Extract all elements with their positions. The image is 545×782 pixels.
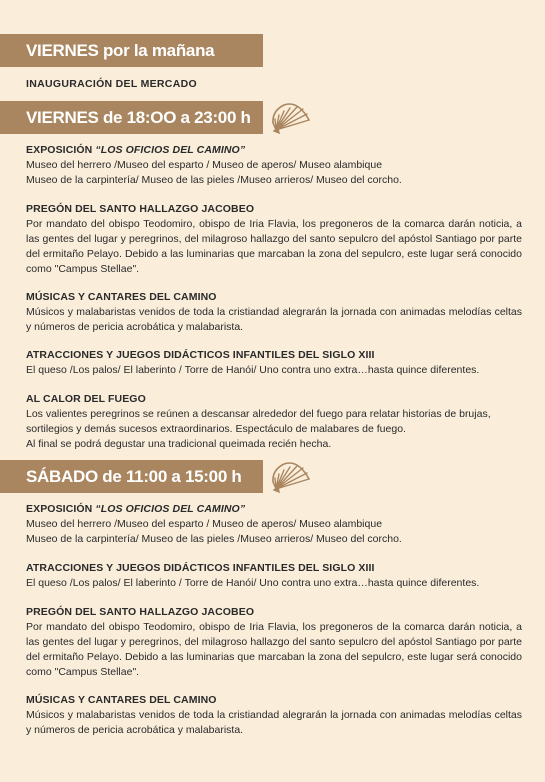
section-pregon-sat (26, 605, 522, 680)
section-title: EXPOSICIÓN “LOS OFICIOS DEL CAMINO” (26, 503, 246, 515)
section-body: El queso /Los palos/ El laberinto / Torre de Hanói/ Uno contra uno extra…hasta quince diferentes. (26, 577, 480, 589)
section-pregon-fri (26, 202, 522, 277)
section-title: EXPOSICIÓN “LOS OFICIOS DEL CAMINO” (26, 144, 246, 156)
section-body: Por mandato del obispo Teodomiro, obispo de Iria Flavia, los pregoneros de la comarca darán noticia, a las gentes del lugar y peregrinos, del milagroso hallazgo del santo sepulcro del apóstol Santiago por parte del ermitaño Pelayo. Debido a las luminarias que marcaban la zona del sepulcro, este lugar será conocido como "Campus Stellae". (26, 218, 522, 275)
section-atracciones-sat (26, 561, 522, 591)
section-title: PREGÓN DEL SANTO HALLAZGO JACOBEO (26, 606, 255, 618)
scallop-shell-icon (270, 97, 312, 135)
section-body: El queso /Los palos/ El laberinto / Torre de Hanói/ Uno contra uno extra…hasta quince diferentes. (26, 364, 480, 376)
section-title: MÚSICAS Y CANTARES DEL CAMINO (26, 291, 217, 303)
friday-morning-subtitle: INAUGURACIÓN DEL MERCADO (26, 78, 197, 90)
section-body: Museo del herrero /Museo del esparto / Museo de aperos/ Museo alambique Museo de la carpintería/ Museo de las pieles /Museo arrieros/ Museo del corcho. (26, 518, 402, 545)
section-musicas-fri (26, 290, 522, 335)
section-fuego-fri (26, 392, 522, 452)
section-exposicion-sat (26, 502, 522, 547)
section-body: Los valientes peregrinos se reúnen a descansar alrededor del fuego para relatar historias de brujas, sortilegios y demás sucesos extraordinarios. Espectáculo de malabares de fuego. Al final se podrá degustar una tradicional queimada recién hecha. (26, 408, 491, 450)
section-title: ATRACCIONES Y JUEGOS DIDÁCTICOS INFANTILES DEL SIGLO XIII (26, 349, 375, 361)
section-title: MÚSICAS Y CANTARES DEL CAMINO (26, 694, 217, 706)
section-body: Músicos y malabaristas venidos de toda la cristiandad alegrarán la jornada con animadas melodías celtas y números de pericia acrobática y malabarista. (26, 306, 522, 333)
section-body: Museo del herrero /Museo del esparto / Museo de aperos/ Museo alambique Museo de la carpintería/ Museo de las pieles /Museo arrieros/ Museo del corcho. (26, 159, 402, 186)
section-body: Músicos y malabaristas venidos de toda la cristiandad alegrarán la jornada con animadas melodías celtas y números de pericia acrobática y malabarista. (26, 709, 522, 736)
section-musicas-sat (26, 693, 522, 738)
section-title: AL CALOR DEL FUEGO (26, 393, 146, 405)
section-body: Por mandato del obispo Teodomiro, obispo de Iria Flavia, los pregoneros de la comarca darán noticia, a las gentes del lugar y peregrinos, del milagroso hallazgo del santo sepulcro del apóstol Santiago por parte del ermitaño Pelayo. Debido a las luminarias que marcaban la zona del sepulcro, este lugar será conocido como "Campus Stellae". (26, 621, 522, 678)
friday-evening-banner: VIERNES de 18:OO a 23:00 h (0, 101, 263, 134)
friday-morning-banner: VIERNES por la mañana (0, 34, 263, 67)
saturday-banner: SÁBADO de 11:00 a 15:00 h (0, 460, 263, 493)
section-title: PREGÓN DEL SANTO HALLAZGO JACOBEO (26, 203, 255, 215)
section-atracciones-fri (26, 348, 522, 378)
section-title: ATRACCIONES Y JUEGOS DIDÁCTICOS INFANTILES DEL SIGLO XIII (26, 562, 375, 574)
scallop-shell-icon (270, 456, 312, 494)
section-exposicion-fri (26, 143, 522, 188)
